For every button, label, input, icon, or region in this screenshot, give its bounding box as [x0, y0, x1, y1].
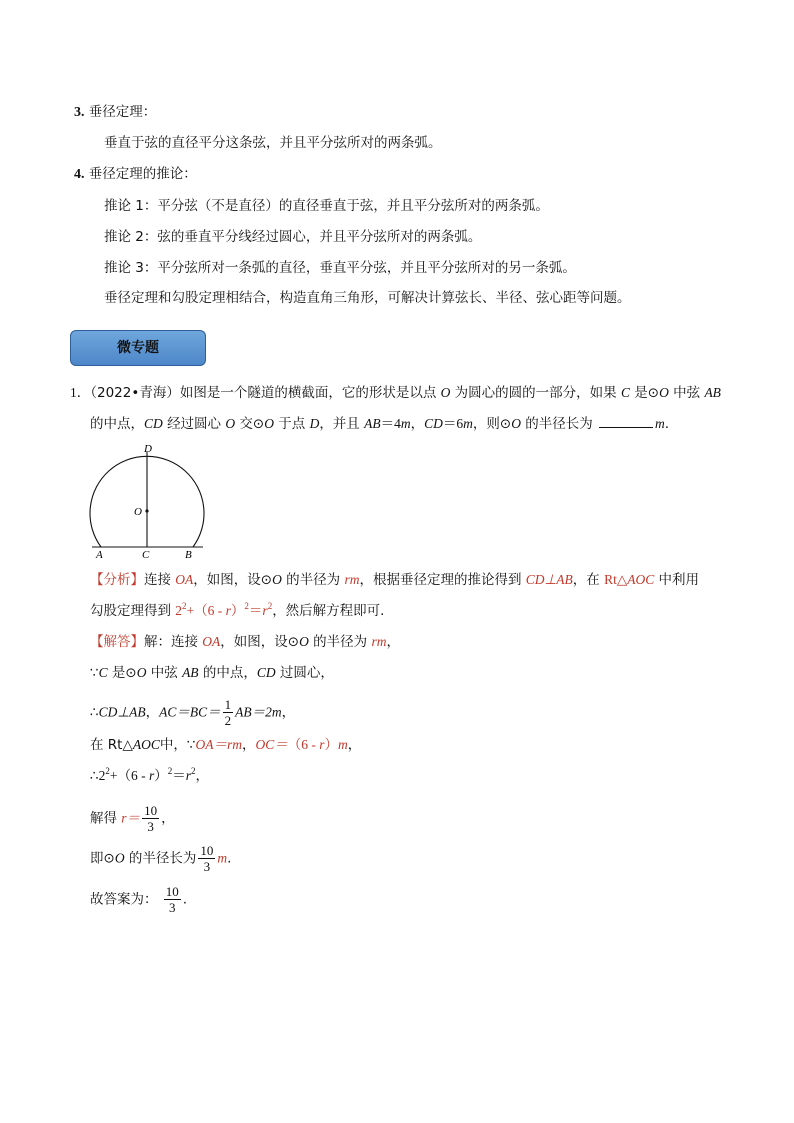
var-o: O [114, 850, 125, 866]
var-rm: rm [371, 634, 387, 649]
problem-line-2 [90, 414, 669, 434]
fraction-ten-thirds [164, 884, 181, 915]
solution-line-7 [90, 843, 231, 874]
var-o: O [136, 665, 147, 680]
text: 于点 [278, 416, 306, 432]
analysis-line-2 [90, 601, 384, 622]
section-number: 4. [74, 167, 85, 182]
theorem-text: 垂直于弦的直径平分这条弦，并且平分弦所对的两条弧。 [104, 135, 442, 151]
text: ， [195, 768, 209, 784]
text: ， [145, 704, 160, 721]
exponent: 2 [267, 601, 273, 611]
text: 为圆心的圆的一部分，如果 [454, 385, 617, 401]
label-a: A [96, 549, 103, 560]
text: ，并且 [319, 416, 360, 432]
text: ， [281, 704, 296, 721]
var-ab: AB [704, 385, 721, 400]
text: 即⊙ [90, 850, 115, 867]
text: 的中点， [90, 416, 144, 432]
text: 故答案为： [90, 891, 158, 908]
text: ， [347, 737, 362, 753]
expr: （6 - [287, 737, 320, 752]
var-o: O [440, 385, 451, 400]
text: ，如图，设⊙ [220, 634, 300, 650]
expr: ） [154, 768, 168, 783]
fraction-ten-thirds [142, 803, 159, 834]
section-title: 垂径定理的推论： [88, 166, 197, 182]
text: 过圆心， [279, 665, 334, 681]
corollary-text: 平分弦所对一条弧的直径，垂直平分弦，并且平分弦所对的另一条弧。 [157, 260, 576, 276]
equation: r＝ [121, 810, 141, 826]
var-r: r [225, 603, 231, 618]
solution-line-8 [90, 884, 187, 915]
text: ， [410, 416, 425, 432]
summary-text: 垂径定理和勾股定理相结合，构造直角三角形，可解决计算弦长、半径、弦心距等问题。 [104, 290, 631, 306]
equation: AB＝2 [235, 704, 272, 720]
problem-number: 1． [70, 385, 91, 400]
var-rm: rm [344, 572, 360, 587]
denominator: 3 [203, 859, 211, 874]
var-o: O [225, 416, 236, 431]
var-aoc: AOC [627, 572, 655, 587]
numerator: 10 [200, 843, 214, 858]
var-d: D [309, 416, 320, 431]
var-o: O [659, 385, 669, 400]
text: ∴ [90, 704, 99, 721]
expr: ） [324, 737, 338, 752]
numerator: 1 [224, 697, 232, 712]
unit-m: m [271, 704, 282, 720]
solution-line-4 [90, 735, 361, 755]
text: 如图是一个隧道的横截面，它的形状是以点 [179, 385, 437, 401]
denominator: 3 [169, 900, 176, 915]
corollary-3 [104, 258, 576, 278]
unit-m: m [217, 850, 228, 866]
expr: +（6 - [109, 768, 149, 783]
var-oa: OA [175, 572, 194, 587]
text: 是⊙ [634, 385, 660, 401]
solution-line-1 [90, 632, 400, 652]
corollary-label: 推论 2： [104, 229, 158, 245]
solution-line-5 [90, 766, 209, 787]
corollary-label: 推论 3： [104, 260, 158, 276]
unit-m: m [400, 416, 411, 431]
solution-line-2 [90, 663, 334, 683]
text: . [664, 416, 670, 432]
center-point-o [145, 509, 148, 512]
solution-line-6 [90, 803, 175, 834]
text: 中弦 [673, 385, 701, 401]
text: 连接 [144, 572, 171, 588]
text: 是⊙ [111, 665, 137, 681]
var-c: C [98, 665, 108, 680]
var-r: r [262, 603, 268, 618]
problem-source: （2022•青海） [90, 385, 180, 401]
var-cd-ab: CD⊥AB [98, 704, 146, 720]
var-oa: OA [202, 634, 221, 649]
var-cd: CD [256, 665, 276, 680]
unit-m: m [337, 737, 348, 752]
var-r: r [148, 768, 155, 783]
section-title: 垂径定理： [88, 104, 157, 120]
expr: ＝ [172, 768, 186, 783]
expr: ＝ [248, 603, 263, 618]
section-number: 3. [74, 105, 85, 120]
fraction-ten-thirds [198, 843, 215, 874]
var-r: r [319, 737, 325, 752]
var-c: C [620, 385, 630, 400]
var-cd: CD [424, 416, 443, 431]
text: 的半径长为 [525, 416, 593, 432]
text: 中弦 [150, 665, 178, 681]
fraction-half [223, 697, 234, 728]
number: 2 [98, 768, 106, 783]
var-ab: AB [364, 416, 381, 431]
text: 经过圆心 [167, 416, 222, 432]
var-r: r [185, 768, 191, 783]
var-o: O [299, 634, 309, 649]
var-cd-ab: CD⊥AB [525, 572, 573, 587]
problem-line-1 [70, 383, 721, 403]
var-o: O [264, 416, 274, 431]
text: 在 Rt△ [90, 737, 133, 753]
text: 的半径为 [286, 572, 341, 588]
rt-triangle: Rt△ [604, 572, 628, 587]
text: 交⊙ [239, 416, 265, 432]
text: 勾股定理得到 [90, 603, 171, 619]
corollary-text: 弦的垂直平分线经过圆心，并且平分弦所对的两条弧。 [157, 229, 482, 245]
analysis-tag: 【分析】 [90, 572, 144, 588]
denominator: 2 [224, 713, 232, 728]
label-b: B [185, 549, 192, 560]
unit-m: m [463, 416, 473, 431]
expr: +（6 - [186, 603, 226, 618]
var-cd: CD [144, 416, 163, 431]
exponent: 2 [182, 601, 187, 611]
numerator: 10 [144, 803, 158, 818]
text: ∵ [90, 665, 99, 681]
var-o: O [511, 416, 521, 431]
var-aoc: AOC [132, 737, 160, 752]
exponent: 2 [105, 766, 110, 776]
corollary-2 [104, 227, 481, 247]
corollary-text: 平分弦（不是直径）的直径垂直于弦，并且平分弦所对的两条弧。 [157, 198, 549, 214]
topic-banner: 微专题 [70, 330, 206, 366]
corollary-label: 推论 1： [104, 198, 158, 214]
equation: OC＝ [255, 737, 288, 752]
text: ，然后解方程即可. [272, 603, 385, 619]
label-o: O [134, 506, 142, 518]
text: ，则⊙ [472, 416, 512, 432]
exponent: 2 [190, 766, 196, 776]
text: ，根据垂径定理的推论得到 [359, 572, 522, 588]
equation: OA＝rm [195, 737, 242, 752]
text: ， [386, 634, 400, 650]
corollary-1 [104, 196, 549, 216]
text: . [227, 850, 232, 867]
label-c: C [142, 549, 150, 560]
text: ， [161, 810, 175, 827]
text: ，如图，设⊙ [193, 572, 273, 588]
text: ∴ [90, 768, 99, 784]
text: ， [241, 737, 256, 753]
answer-blank[interactable] [599, 415, 653, 428]
var-o: O [272, 572, 282, 587]
tunnel-cross-section-figure [88, 438, 218, 560]
text: ，在 [572, 572, 600, 588]
unit-m: m [655, 416, 665, 431]
numerator: 10 [165, 884, 179, 899]
denominator: 3 [147, 819, 154, 834]
text: 的半径长为 [128, 850, 197, 867]
exponent: 2 [244, 601, 249, 611]
value: ＝4 [380, 416, 401, 431]
label-d: D [144, 443, 152, 455]
text: 解：连接 [144, 634, 198, 650]
var-ab: AB [182, 665, 199, 680]
section-3-heading [74, 102, 156, 123]
text: 中利用 [658, 572, 700, 588]
analysis-line-1 [90, 570, 699, 590]
text: 的中点， [202, 665, 257, 681]
expr: ） [230, 603, 245, 618]
text: 解得 [90, 810, 117, 827]
text: . [182, 891, 188, 908]
exponent: 2 [167, 766, 173, 776]
section-4-heading [74, 164, 197, 185]
solution-tag: 【解答】 [90, 634, 144, 650]
text: 中，∵ [159, 737, 196, 753]
text: 的半径为 [313, 634, 368, 650]
value: ＝6 [442, 416, 464, 431]
number: 2 [175, 603, 183, 618]
solution-line-3 [90, 697, 295, 728]
equation: AC＝BC＝ [159, 704, 221, 720]
